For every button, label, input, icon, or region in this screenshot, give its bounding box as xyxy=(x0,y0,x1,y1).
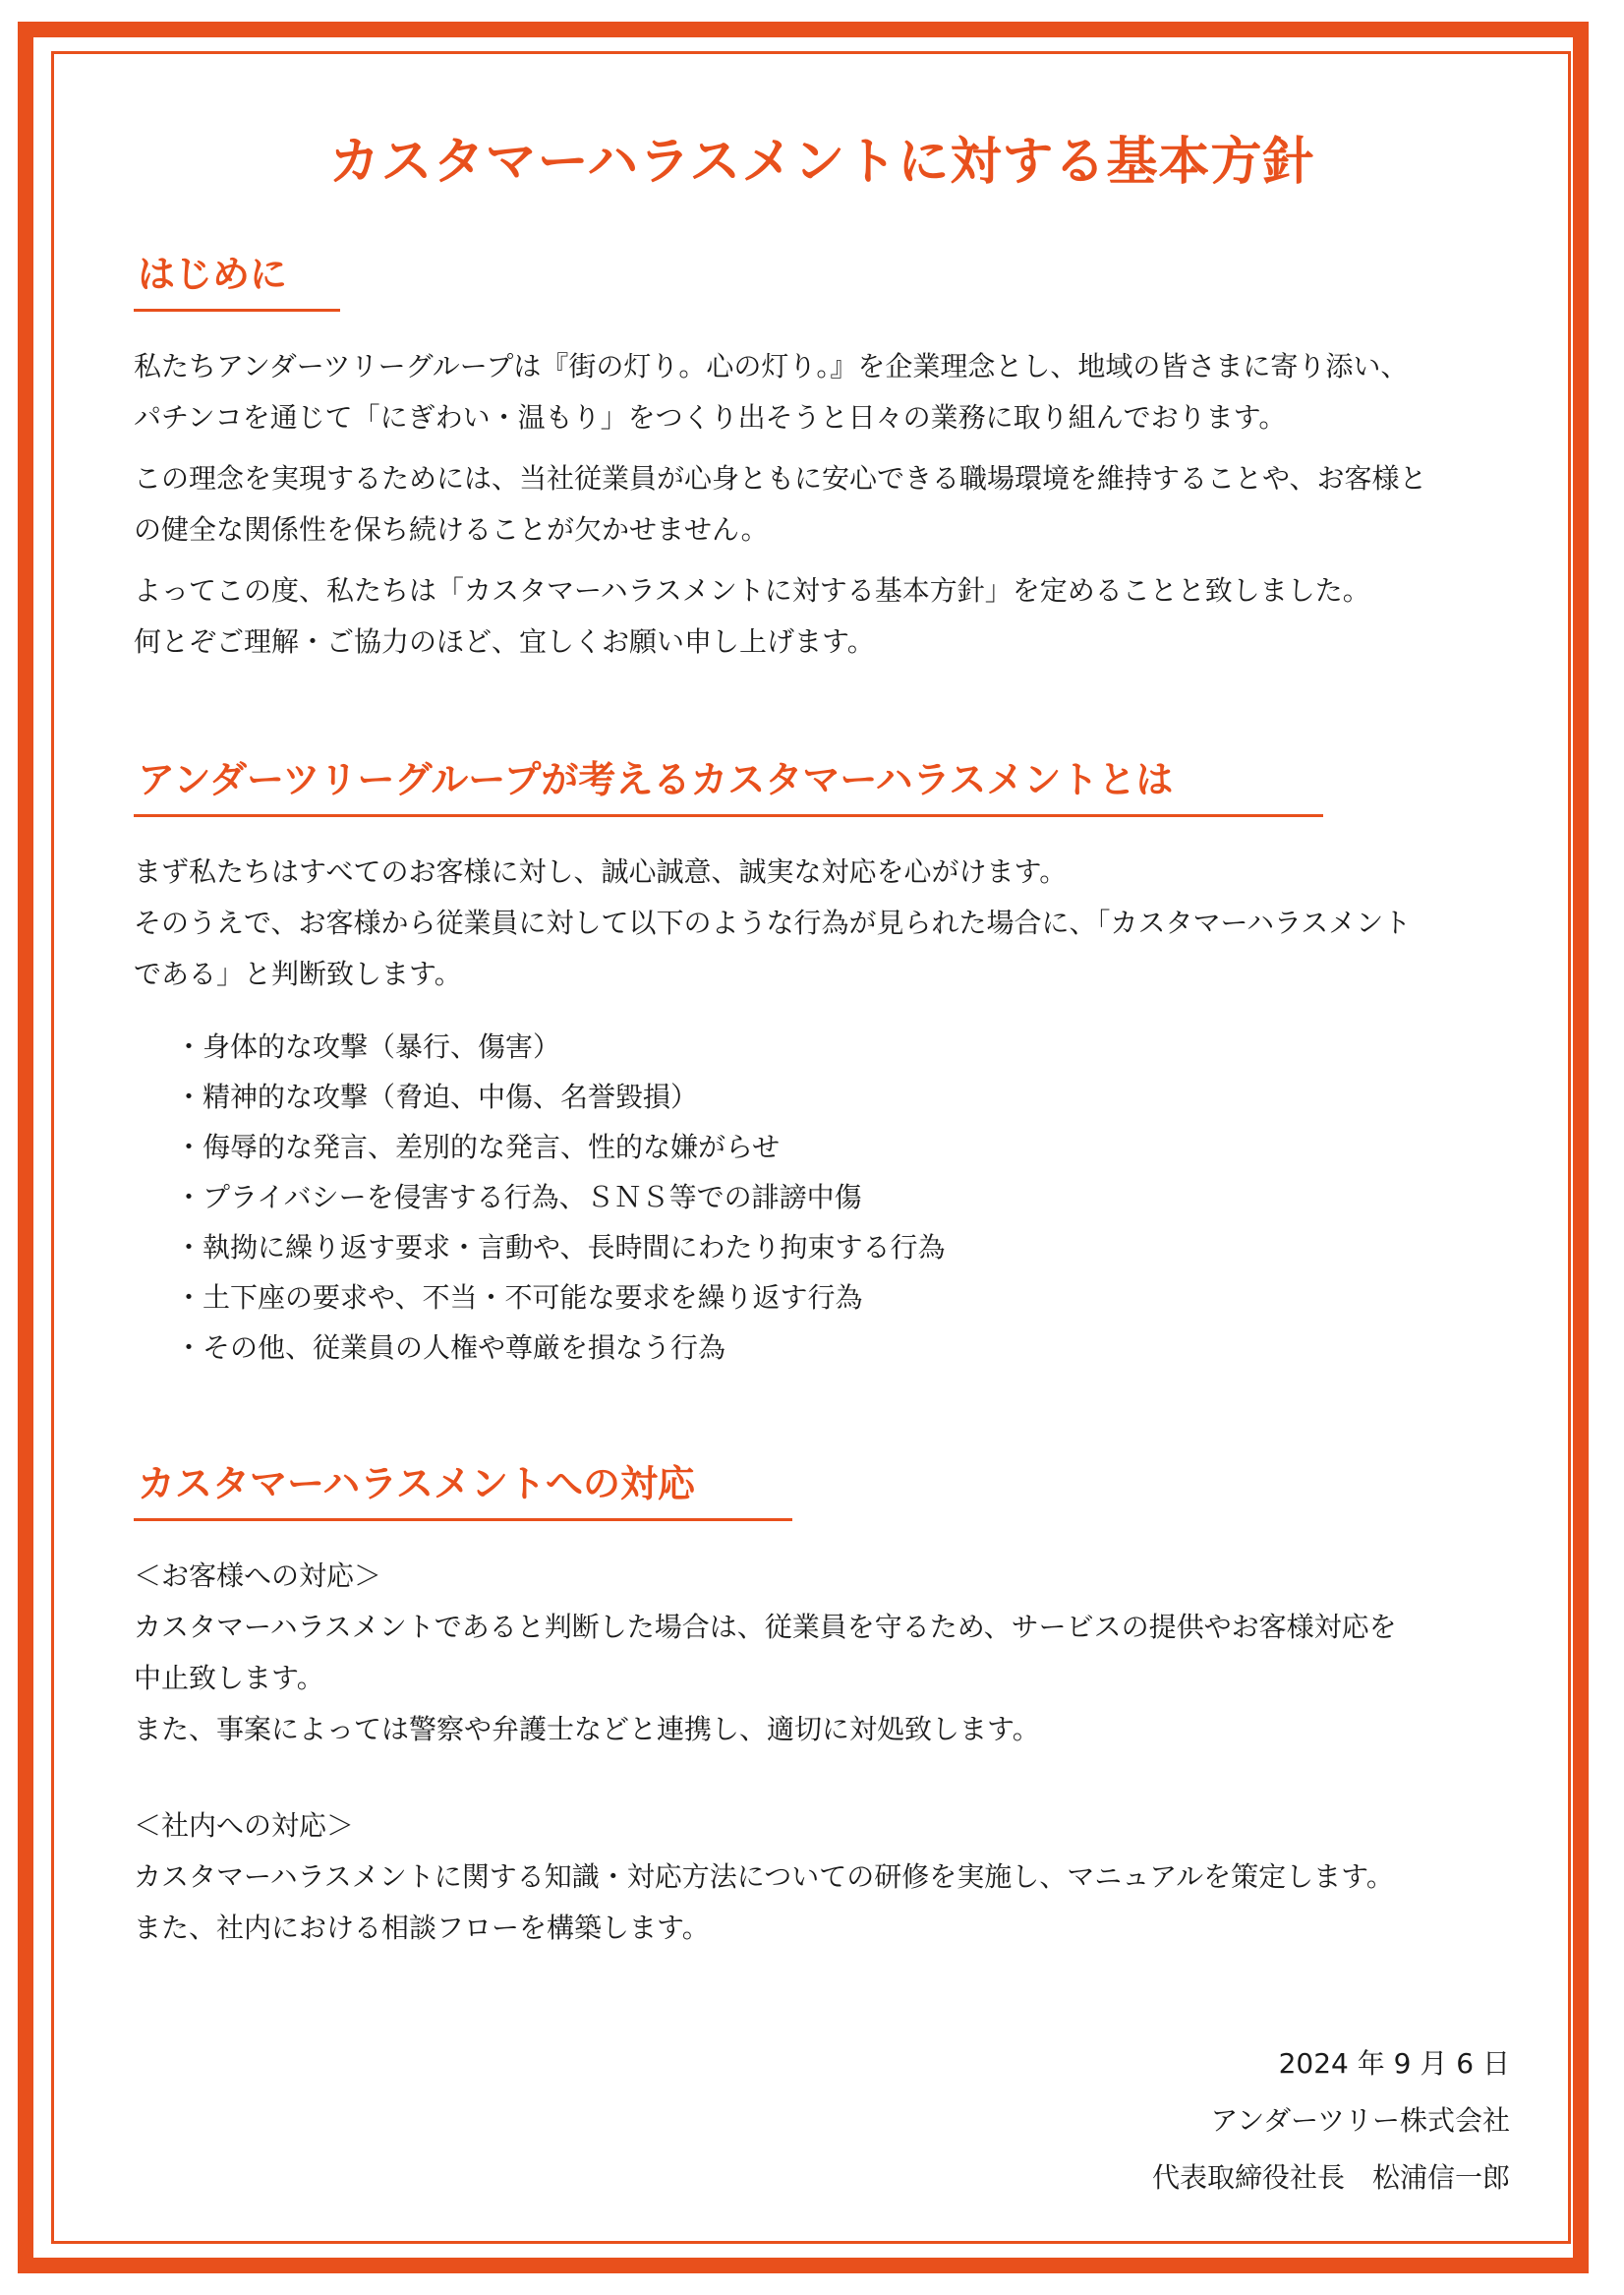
list-item: ・ 土下座の要求や、不当・不可能な要求を繰り返す行為 xyxy=(175,1272,1510,1323)
definition-section xyxy=(134,757,1510,1373)
intro-line: パチンコを通じて「にぎわい・温もり」をつくり出そうと日々の業務に取り組んでおります。 xyxy=(134,400,1287,434)
intro-paragraph-3 xyxy=(134,565,1510,668)
internal-response-line: カスタマーハラスメントに関する知識・対応方法についての研修を実施し、マニュアルを策定します。 xyxy=(134,1859,1394,1893)
intro-body xyxy=(134,341,1510,668)
intro-line: この理念を実現するためには、当社従業員が心身ともに安心できる職場環境を維持することや、お客様と xyxy=(134,461,1427,495)
definition-line: まず私たちはすべてのお客様に対し、誠心誠意、誠実な対応を心がけます。 xyxy=(134,854,1068,888)
internal-response-title: ＜社内への対応＞ xyxy=(134,1808,355,1842)
intro-section xyxy=(134,252,1510,668)
definition-line: である」と判断致します。 xyxy=(134,957,462,990)
definition-body xyxy=(134,847,1510,1373)
intro-line: 私たちアンダーツリーグループは『街の灯り。心の灯り。』を企業理念とし、地域の皆さまに寄り添い、 xyxy=(134,349,1409,382)
intro-paragraph-1 xyxy=(134,341,1510,443)
customer-response-line: カスタマーハラスメントであると判断した場合は、従業員を守るため、サービスの提供やお客様対応を xyxy=(134,1610,1397,1643)
representative-name: 代表取締役社長 松浦信一郎 xyxy=(1151,2161,1510,2194)
intro-paragraph-2 xyxy=(134,453,1510,556)
list-item: ・ その他、従業員の人権や尊厳を損なう行為 xyxy=(175,1323,1510,1373)
list-item: ・ 執拗に繰り返す要求・言動や、長時間にわたり拘束する行為 xyxy=(175,1222,1510,1272)
customer-response-title: ＜お客様への対応＞ xyxy=(134,1559,382,1592)
list-item: ・ 身体的な攻撃（暴行、傷害） xyxy=(175,1022,1510,1072)
response-body xyxy=(134,1551,1510,1954)
list-item: ・ 侮辱的な発言、差別的な発言、性的な嫌がらせ xyxy=(175,1122,1510,1172)
definition-intro xyxy=(134,847,1510,1000)
company-name: アンダーツリー株式会社 xyxy=(1210,2104,1510,2137)
intro-line: よってこの度、私たちは「カスタマーハラスメントに対する基本方針」を定めることと致しました。 xyxy=(134,573,1370,607)
harassment-list xyxy=(134,1022,1510,1373)
intro-line: 何とぞご理解・ご協力のほど、宜しくお願い申し上げます。 xyxy=(134,624,875,658)
customer-response-block xyxy=(134,1551,1510,1755)
definition-line: そのうえで、お客様から従業員に対して以下のような行為が見られた場合に、「カスタマーハラスメント xyxy=(134,906,1412,939)
intro-heading: はじめに xyxy=(134,252,340,312)
customer-response-line: また、事案によっては警察や弁護士などと連携し、適切に対処致します。 xyxy=(134,1712,1040,1745)
issue-date: 2024 年 9 月 6 日 xyxy=(1278,2047,1510,2080)
list-item: ・ プライバシーを侵害する行為、ＳＮＳ等での誹謗中傷 xyxy=(175,1172,1510,1222)
customer-response-line: 中止致します。 xyxy=(134,1661,324,1694)
signature-block xyxy=(1152,2035,1510,2207)
response-section xyxy=(134,1461,1510,1954)
intro-line: の健全な関係性を保ち続けることが欠かせません。 xyxy=(134,512,769,546)
list-item: ・ 精神的な攻撃（脅迫、中傷、名誉毀損） xyxy=(175,1072,1510,1122)
response-heading: カスタマーハラスメントへの対応 xyxy=(134,1461,792,1521)
internal-response-line: また、社内における相談フローを構築します。 xyxy=(134,1911,710,1944)
document-title: カスタマーハラスメントに対する基本方針 xyxy=(328,133,1315,192)
definition-heading: アンダーツリーグループが考えるカスタマーハラスメントとは xyxy=(134,757,1323,817)
internal-response-block xyxy=(134,1800,1510,1954)
